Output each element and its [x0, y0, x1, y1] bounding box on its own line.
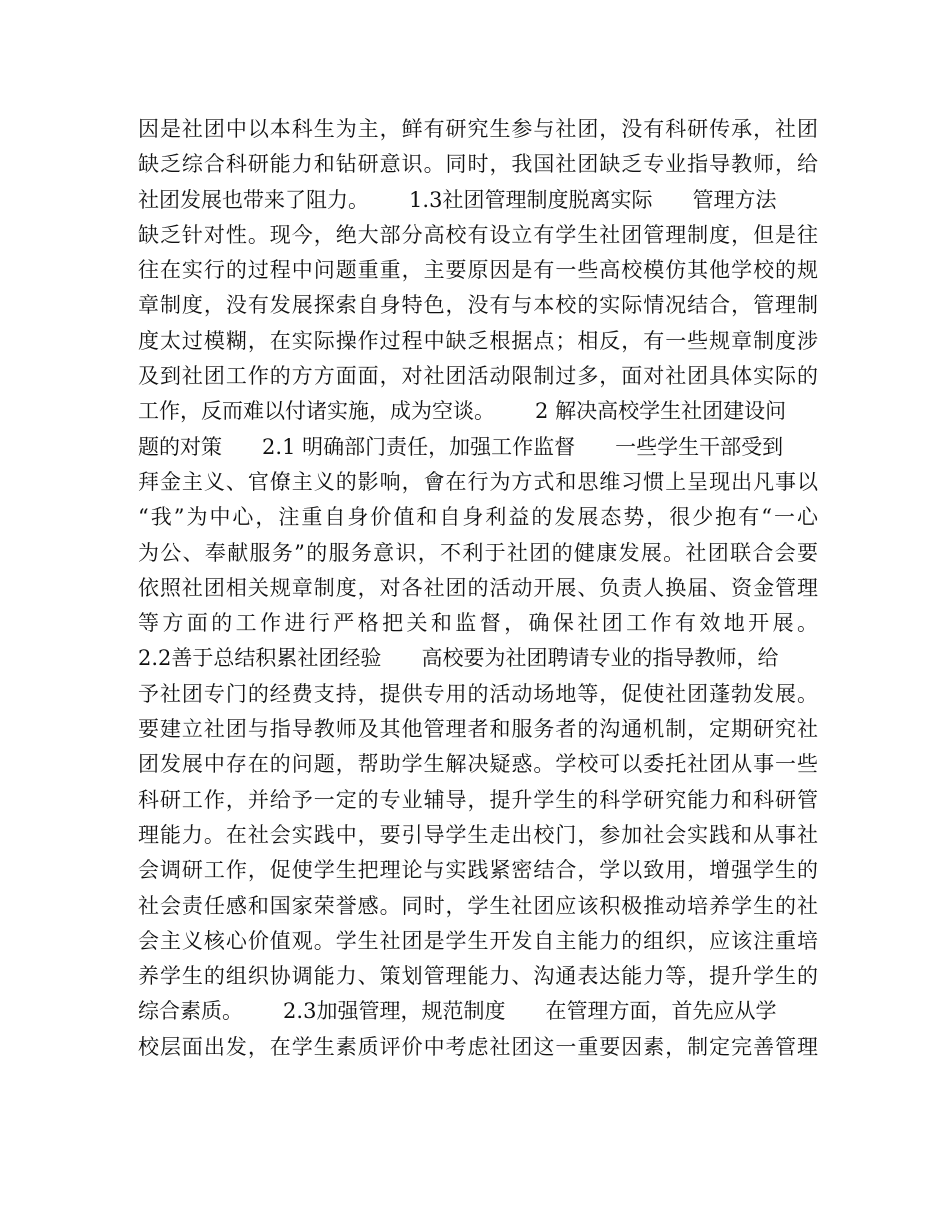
text-line: 会调研工作，促使学生把理论与实践紧密结合，学以致用，增强学生的 — [138, 858, 818, 883]
text-line: 养学生的组织协调能力、策划管理能力、沟通表达能力等，提升学生的 — [138, 964, 818, 989]
body-text — [138, 112, 818, 1065]
text-line: 拜金主义、官僚主义的影响，會在行为方式和思维习惯上呈现出凡事以 — [138, 469, 818, 494]
text-line: 会主义核心价值观。学生社团是学生开发自主能力的组织，应该注重培 — [138, 928, 818, 953]
text-line: 工作，反而难以付诸实施，成为空谈。 2 解决高校学生社团建设问 — [138, 399, 787, 424]
text-line: 社会责任感和国家荣誉感。同时，学生社团应该积极推动培养学生的社 — [138, 893, 818, 918]
text-line: 2.2善于总结积累社团经验 高校要为社团聘请专业的指导教师，给 — [138, 646, 779, 671]
text-line: 予社团专门的经费支持，提供专用的活动场地等，促使社团蓬勃发展。 — [138, 681, 818, 706]
text-line: 为公、奉献服务”的服务意识，不利于社团的健康发展。社团联合会要 — [138, 540, 818, 565]
text-line: “我”为中心，注重自身价值和自身利益的发展态势，很少抱有“一心 — [138, 505, 818, 530]
text-line: 社团发展也带来了阻力。 1.3社团管理制度脱离实际 管理方法 — [138, 187, 777, 212]
text-line: 往在实行的过程中问题重重，主要原因是有一些高校模仿其他学校的规 — [138, 258, 818, 283]
text-line: 综合素质。 2.3加强管理，规范制度 在管理方面，首先应从学 — [138, 999, 777, 1024]
text-line: 团发展中存在的问题，帮助学生解决疑惑。学校可以委托社团从事一些 — [138, 752, 818, 777]
text-line: 缺乏综合科研能力和钻研意识。同时，我国社团缺乏专业指导教师，给 — [138, 152, 818, 177]
text-line: 校层面出发，在学生素质评价中考虑社团这一重要因素，制定完善管理 — [138, 1034, 818, 1059]
text-line: 科研工作，并给予一定的专业辅导，提升学生的科学研究能力和科研管 — [138, 787, 818, 812]
text-line: 依照社团相关规章制度，对各社团的活动开展、负责人换届、资金管理 — [138, 575, 818, 600]
text-line: 缺乏针对性。现今，绝大部分高校有设立有学生社团管理制度，但是往 — [138, 222, 818, 247]
text-line: 因是社团中以本科生为主，鲜有研究生参与社团，没有科研传承，社团 — [138, 117, 818, 141]
text-line: 题的对策 2.1 明确部门责任，加强工作监督 一些学生干部受到 — [138, 434, 784, 459]
text-line: 理能力。在社会实践中，要引导学生走出校门，参加社会实践和从事社 — [138, 822, 818, 847]
text-line: 等方面的工作进行严格把关和监督，确保社团工作有效地开展。 — [138, 611, 818, 636]
text-line: 要建立社团与指导教师及其他管理者和服务者的沟通机制，定期研究社 — [138, 717, 818, 742]
text-line: 章制度，没有发展探索自身特色，没有与本校的实际情况结合，管理制 — [138, 293, 818, 318]
text-line: 及到社团工作的方方面面，对社团活动限制过多，面对社团具体实际的 — [138, 364, 818, 389]
text-line: 度太过模糊，在实际操作过程中缺乏根据点；相反，有一些规章制度涉 — [138, 328, 818, 353]
